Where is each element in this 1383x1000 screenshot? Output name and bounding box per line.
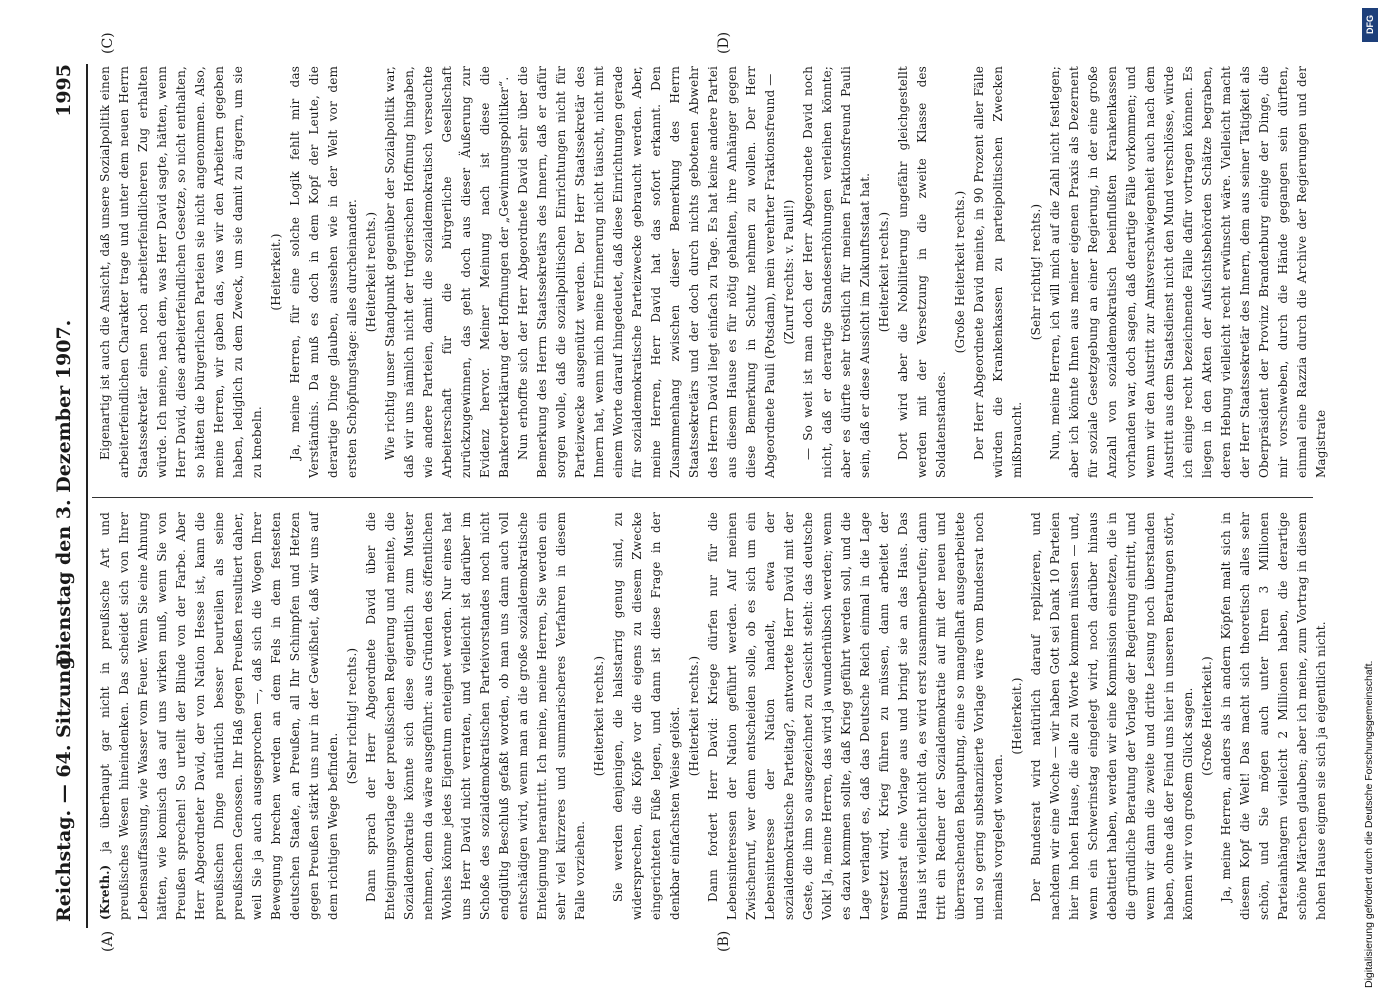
paragraph-text: ja überhaupt gar nicht in preußische Art und preußisches Wesen hineindenken. Das scheidet sich von Ihrer Lebensauffassung, wie Wasser vom Feuer. Wenn Sie eine Ahnung hätten, wie komisch das auf uns wirken muß, wenn Sie von Preußen sprechen! So urteilt der Blinde von der Farbe. Aber Herr Abgeordneter David, der von Nation Hesse ist, kann die preußischen Dinge natürlich besser beurteilen als seine preußischen Genossen. Ihr Haß gegen Preußen resultiert daher, weil Sie ja auch ausgesprochen —, daß sich die Wogen Ihrer Bewegung brechen werden an dem Fels in dem festesten deutschen Staate, an Preußen, all Ihr Schimpfen und Hetzen gegen Preußen stärkt uns nur in der Gewißheit, daß wir uns auf dem richtigen Wege befinden. bbox=[98, 512, 340, 920]
header-rule bbox=[86, 64, 88, 928]
right-column bbox=[96, 66, 1343, 478]
header-date: Dienstag den 3. Dezember 1907. bbox=[53, 319, 75, 667]
page-header bbox=[44, 64, 84, 922]
reaction: (Heiterkeit rechts.) bbox=[364, 211, 378, 333]
paragraph: Ja, meine Herren, anders als in andern Köpfen malt sich in diesem Kopf die Welt! Das macht sich theoretisch alles sehr schön, und Sie mögen auch unter Ihren 3 Millionen Parteianhängern vielleicht 2 Millionen haben, die derartige schöne Märchen glauben; aber ich meine, zum Vortrag in diesem hohen Hause eignen sie sich ja eigentlich nicht. bbox=[1219, 512, 1328, 920]
margin-marker-a: (A) bbox=[100, 930, 116, 952]
reaction: (Sehr richtig! rechts.) bbox=[345, 647, 359, 785]
margin-marker-d: (D) bbox=[716, 31, 732, 54]
header-session: Reichstag. — 64. Sitzung. bbox=[53, 649, 75, 922]
margin-marker-b: (B) bbox=[716, 930, 732, 952]
paragraph: Dann sprach der Herr Abgeordnete David über die Enteignungsvorlage der preußischen Regierung und meinte, die Sozialdemokratie könnte sich diese eigentlich zum Muster nehmen, denn da wäre ausgeführt: aus Gründen des öffentlichen Wohles könne jedes Eigentum enteignet werden. Nur eines hat uns Herr David nicht verraten, und vielleicht ist darüber im Schoße des sozialdemokratischen Parteivorstandes noch nicht endgültig Beschluß gefaßt worden, ob man uns dann auch voll entschädigen wird, wenn man an die große sozialdemokratische Enteignung herantritt. Ich meine, meine Herren, Sie werden ein sehr viel kürzeres und summarischeres Verfahren in diesem Falle vorziehen. bbox=[364, 512, 587, 920]
reaction: (Sehr richtig! rechts.) bbox=[1029, 203, 1043, 341]
margin-marker-c: (C) bbox=[100, 32, 116, 54]
paragraph: Dann fordert Herr David: Kriege dürfen nur für die Lebensinteressen der Nation geführt werden. Auf meinen Zwischenruf, wer denn entscheiden solle, ob es sich um ein Lebensinteresse der Nation handelt, etwa der sozialdemokratische Parteitag?, antwortete Herr David mit der Geste, die ihm so ausgezeichnet zu Gesicht steht: das deutsche Volk! Ja, meine Herren, das wird ja wunderhübsch werden; wenn es dazu kommen sollte, daß Krieg geführt werden soll, und die Lage verlangt es, daß das Deutsche Reich einmal in die Lage versetzt wird, Krieg führen zu müssen, dann arbeitet der Bundesrat eine Vorlage aus und bringt sie an das Haus. Das Haus ist vielleicht nicht da, es wird erst zusammenberufen; dann tritt ein Redner der Sozialdemokratie auf mit der neuen und überraschenden Behauptung, eine so mangelhaft ausgearbeitete und so gering substanziierte Vorlage wäre vom Bundesrat noch niemals vorgelegt worden. bbox=[706, 512, 1005, 920]
page-number: 1995 bbox=[53, 64, 75, 117]
reaction: (Heiterkeit.) bbox=[1010, 677, 1024, 755]
paragraph: Nun erhoffte sich der Herr Abgeordnete David sehr über die Bemerkung des Herrn Staatssekretärs des Innern, daß er dafür sorgen wolle, daß die sozialpolitischen Einrichtungen nicht für Parteizwecke ausgenützt werden. Der Herr Staatssekretär des Innern hat, wenn mich meine Erinnerung nicht täuscht, nicht mit einem Worte darauf hingedeutet, daß diese Einrichtungen gerade für sozialdemokratische Parteizwecke gebraucht werden. Aber, meine Herren, Herr David hat das sofort erkannt. Den Zusammenhang zwischen dieser Bemerkung des Herrn Staatssekretärs und der doch durch nichts gebotenen Abwehr des Herrn David liegt einfach zu Tage. Es hat keine andere Partei aus diesem Hause es für nötig gehalten, ihre Anhänger gegen diese Bemerkung in Schutz nehmen zu wollen. Der Herr Abgeordnete Pauli (Potsdam), mein verehrter Fraktionsfreund — bbox=[516, 66, 777, 478]
column-divider bbox=[92, 497, 1313, 498]
paragraph: Nun, meine Herren, ich will mich auf die Zahl nicht festlegen; aber ich könnte Ihnen aus meiner eigenen Praxis als Dezernent für soziale Gesetzgebung an einer Regierung, in der eine große Anzahl von sozialdemokratisch beeinflußten Krankenkassen vorhanden war, doch sagen, daß derartige Fälle vorkommen; und wenn wir den Austritt zur Amtsverschwiegenheit auch nach dem Austritt aus dem Staatsdienst nicht den Mund verschlösse, würde ich einige recht bezeichnende Fälle dafür vortragen können. Es liegen in den Akten der Aufsichtsbehörden Schätze begraben, deren Hebung vielleicht recht erwünscht wäre. Vielleicht macht der Herr Staatssekretär des Innern, dem aus seiner Tätigkeit als Oberpräsident der Provinz Brandenburg einige der Dinge, die mir vorschweben, durch die Hände gegangen sein dürften, einmal eine Razzia durch die Archive der Regierungen und der Magistrate bbox=[1048, 66, 1328, 478]
reaction: (Große Heiterkeit rechts.) bbox=[953, 190, 967, 354]
paragraph: — So weit ist man doch der Herr Abgeordnete David noch nicht, daß er derartige Standeserhöhungen verleihen könnte; aber es dürfte sehr tröstlich für meinen Fraktionsfreund Pauli sein, daß er diese Aussicht im Zukunftsstaat hat. bbox=[801, 66, 872, 478]
reaction: (Große Heiterkeit.) bbox=[1200, 656, 1214, 776]
paragraph bbox=[96, 512, 343, 920]
reaction: (Heiterkeit rechts.) bbox=[687, 655, 701, 777]
reaction: (Zuruf rechts: v. Pauli!) bbox=[782, 199, 796, 345]
paragraph: Sie werden denjenigen, die halsstarrig genug sind, zu widersprechen, die Köpfe vor die eigens zu diesem Zwecke eingerichteten Füße legen, und dann ist diese Frage in der denkbar einfachsten Weise gelöst. bbox=[611, 512, 682, 920]
dfg-logo: DFG bbox=[1362, 8, 1378, 42]
paragraph: Der Bundesrat wird natürlich darauf replizieren, und nachdem wir eine Woche — wir haben Gott sei Dank 10 Parteien hier im hohen Hause, die alle zu Worte kommen müssen — und, wenn ein Schwerinstag eingelegt wird, noch darüber hinaus debattiert haben, werden wir eine Kommission einsetzen, die in die gründliche Beratung der Vorlage der Regierung eintritt, und wenn wir dann die zweite und dritte Lesung noch überstanden haben, ohne daß der Feind uns hier in unseren Beratungen stört, können wir von großem Glück sagen. bbox=[1029, 512, 1195, 920]
reaction: (Heiterkeit rechts.) bbox=[877, 211, 891, 333]
speaker-tag: (Kreth.) bbox=[98, 864, 112, 920]
left-column bbox=[96, 512, 1343, 920]
funding-note: Digitalisierung gefördert durch die Deutsche Forschungsgemeinschaft. bbox=[1363, 660, 1375, 988]
paragraph: Dort wird aber die Nobilitierung ungefähr gleichgestellt werden mit der Versetzung in die zweite Klasse des Soldatenstandes. bbox=[896, 66, 948, 478]
reaction: (Heiterkeit rechts.) bbox=[592, 655, 606, 777]
reaction: (Heiterkeit.) bbox=[269, 233, 283, 311]
paragraph: Eigenartig ist auch die Ansicht, daß unsere Sozialpolitik einen arbeiterfeindlichen Charakter trage und unter dem neuen Herrn Staatssekretär einen noch arbeiterfeindlicheren Zug erhalten würde. Ich meine, nach dem, was Herr David sagte, hätten, wenn Herr David, diese arbeiterfeindlichen Gesetze, so nicht enthalten, so hätten die bürgerlichen Parteien sie nicht angenommen. Also, meine Herren, wir gaben das, was wir den Arbeitern gegeben haben, lediglich zu dem Zweck, um sie damit zu ärgern, um sie zu knebeln. bbox=[98, 66, 264, 478]
funding-caption bbox=[1362, 8, 1378, 993]
paragraph: Wie richtig unser Standpunkt gegenüber der Sozialpolitik war, daß wir uns nämlich nicht der trügerischen Hoffnung hingaben, wie andere Parteien, damit die sozialdemokratisch verseuchte Arbeiterschaft für die bürgerliche Gesellschaft zurückzugewinnen, das geht doch aus dieser Äußerung zur Evidenz hervor. Meiner Meinung nach ist diese die Bankerotterklärung der Hoffnungen der „Gewinnungspolitiker“. bbox=[383, 66, 511, 478]
paragraph: Ja, meine Herren, für eine solche Logik fehlt mir das Verständnis. Da muß es doch in dem Kopf der Leute, die derartige Dinge glauben, aussehen wie in der Welt vor dem ersten Schöpfungstage: alles durcheinander. bbox=[288, 66, 359, 478]
paragraph: Der Herr Abgeordnete David meinte, in 90 Prozent aller Fälle würden die Krankenkassen zu parteipolitischen Zwecken mißbraucht. bbox=[972, 66, 1024, 478]
